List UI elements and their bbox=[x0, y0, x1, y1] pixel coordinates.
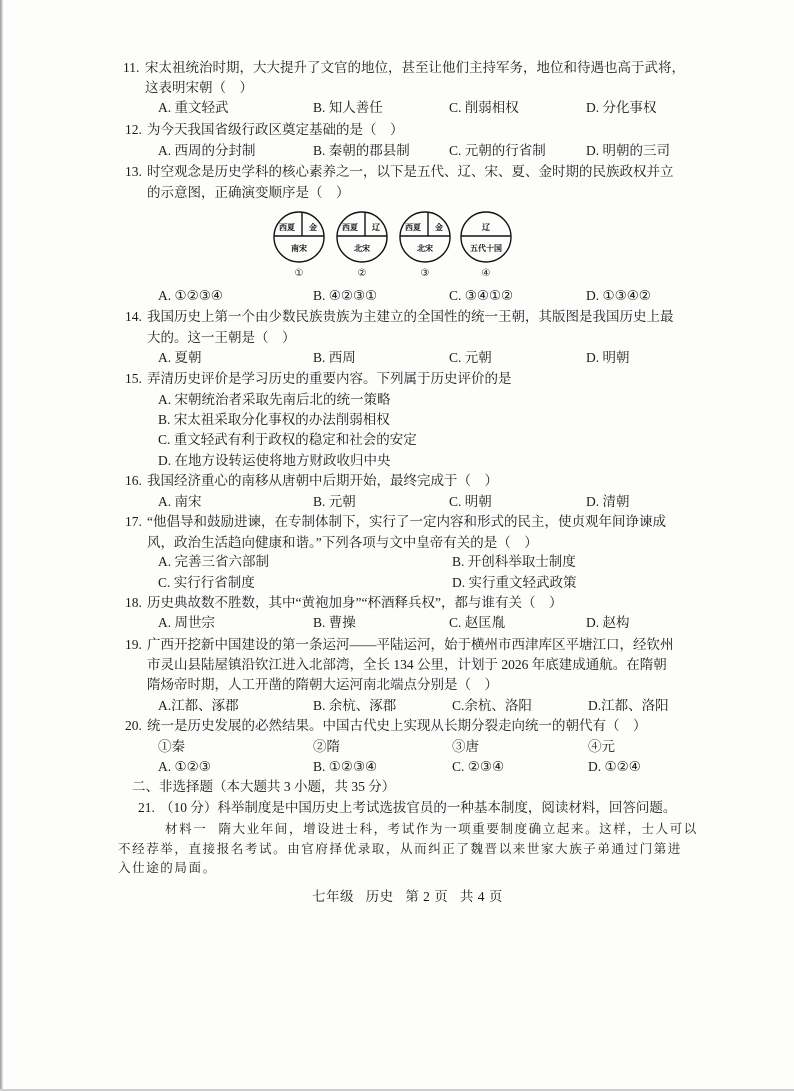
question-13-option-b: B. ④②③① bbox=[313, 288, 378, 303]
question-13-line-1 bbox=[125, 164, 674, 180]
question-20-option-c: C. ②③④ bbox=[452, 759, 505, 774]
question-18-option-a: A. 周世宗 bbox=[158, 615, 215, 630]
question-13-option-a: A. ①②③④ bbox=[158, 288, 223, 303]
question-16-option-b: B. 元朝 bbox=[313, 494, 356, 509]
diagram-2-bottom: 北宋 bbox=[354, 244, 370, 253]
material-line-1 bbox=[165, 821, 698, 837]
diagram-3-top-right: 金 bbox=[435, 223, 443, 232]
question-20-line-1 bbox=[125, 718, 647, 734]
question-13-option-d: D. ①③④② bbox=[586, 288, 651, 303]
question-20-item-2: ②隋 bbox=[313, 739, 340, 754]
page-footer: 七年级 历史 第 2 页 共 4 页 bbox=[312, 889, 503, 904]
question-13-stem: 时空观念是历史学科的核心素养之一，以下是五代、辽、宋、夏、金时期的民族政权并立 bbox=[147, 164, 674, 179]
question-17-stem: “他倡导和鼓励进谏，在专制体制下，实行了一定内容和形式的民主，使贞观年间诤谏成 bbox=[147, 514, 666, 529]
question-21-number: 21. bbox=[138, 800, 155, 815]
material-text-1: 隋大业年间，增设进士科，考试作为一项重要制度确立起来。这样，士人可以 bbox=[218, 821, 698, 836]
question-16-number: 16. bbox=[125, 473, 142, 488]
question-11-option-b: B. 知人善任 bbox=[313, 100, 383, 115]
diagram-4-top: 辽 bbox=[482, 223, 490, 232]
diagram-1-top-left: 西夏 bbox=[279, 223, 295, 232]
question-13-line-2: 的示意图，正确演变顺序是（ ） bbox=[147, 185, 350, 200]
section-heading: 二、非选择题（本大题共 3 小题，共 35 分） bbox=[132, 779, 396, 794]
regime-coexistence-diagram bbox=[265, 205, 520, 283]
question-20-item-4: ④元 bbox=[588, 739, 615, 754]
question-16-line-1 bbox=[125, 473, 498, 489]
question-19-stem: 广西开挖新中国建设的第一条运河——平陆运河，始于横州市西津库区平塘江口，经钦州 bbox=[147, 637, 674, 652]
question-19-line-3: 隋炀帝时期，人工开凿的隋朝大运河南北端点分别是（ ） bbox=[147, 677, 498, 692]
question-11-option-a: A. 重文轻武 bbox=[158, 100, 229, 115]
question-20-option-b: B. ①②③④ bbox=[313, 759, 378, 774]
question-15-line-1 bbox=[125, 371, 512, 387]
question-21-line-1 bbox=[138, 800, 676, 816]
diagram-3-bottom: 北宋 bbox=[417, 244, 433, 253]
question-19-option-c: C.余杭、洛阳 bbox=[452, 698, 532, 713]
question-14-number: 14. bbox=[125, 309, 142, 324]
question-17-line-2: 风，政治生活趋向健康和谐。”下列各项与文中皇帝有关的是（ ） bbox=[147, 535, 538, 550]
diagram-2-top-right: 辽 bbox=[372, 223, 380, 232]
question-12-option-c: C. 元朝的行省制 bbox=[449, 143, 546, 158]
question-12-option-b: B. 秦朝的郡县制 bbox=[313, 143, 410, 158]
question-14-stem: 我国历史上第一个由少数民族贵族为主建立的全国性的统一王朝，其版图是我国历史上最 bbox=[147, 309, 674, 324]
diagram-1-bottom: 南宋 bbox=[291, 244, 307, 253]
question-16-option-d: D. 清朝 bbox=[586, 494, 630, 509]
question-15-option-c: C. 重文轻武有利于政权的稳定和社会的安定 bbox=[158, 432, 417, 447]
question-19-option-a: A.江都、涿郡 bbox=[158, 698, 239, 713]
question-17-number: 17. bbox=[125, 514, 142, 529]
diagram-3-top-left: 西夏 bbox=[405, 223, 421, 232]
question-19-option-d: D.江都、洛阳 bbox=[588, 698, 669, 713]
question-12-option-a: A. 西周的分封制 bbox=[158, 143, 256, 158]
question-20-item-3: ③唐 bbox=[452, 739, 479, 754]
question-14-option-d: D. 明朝 bbox=[586, 350, 630, 365]
material-label: 材料一 bbox=[165, 821, 208, 836]
question-11-number: 11. bbox=[123, 60, 140, 75]
diagram-2-label: ② bbox=[357, 268, 367, 279]
question-18-option-c: C. 赵匡胤 bbox=[449, 615, 506, 630]
question-17-option-b: B. 开创科举取士制度 bbox=[452, 554, 576, 569]
question-17-option-a: A. 完善三省六部制 bbox=[158, 554, 269, 569]
diagram-circle-3 bbox=[400, 212, 450, 262]
question-16-option-a: A. 南宋 bbox=[158, 494, 202, 509]
question-12-option-d: D. 明朝的三司 bbox=[586, 143, 670, 158]
scan-left-edge bbox=[0, 0, 3, 1091]
question-20-stem: 统一是历史发展的必然结果。中国古代史上实现从长期分裂走向统一的朝代有（ ） bbox=[147, 718, 647, 733]
question-15-option-a: A. 宋朝统治者采取先南后北的统一策略 bbox=[158, 392, 391, 407]
question-18-number: 18. bbox=[125, 595, 142, 610]
question-12-stem: 为今天我国省级行政区奠定基础的是（ ） bbox=[147, 122, 404, 137]
question-11-line-2: 这表明宋朝（ ） bbox=[145, 80, 253, 95]
material-line-2: 不经荐举，直接报名考试。由官府择优录取，从而纠正了魏晋以来世家大族子弟通过门第进 bbox=[118, 841, 683, 856]
question-19-number: 19. bbox=[125, 637, 142, 652]
question-18-stem: 历史典故数不胜数，其中“黄袍加身”“杯酒释兵权”，都与谁有关（ ） bbox=[147, 595, 563, 610]
question-15-option-b: B. 宋太祖采取分化事权的办法削弱相权 bbox=[158, 412, 390, 427]
diagram-4-label: ④ bbox=[481, 268, 491, 279]
question-15-number: 15. bbox=[125, 371, 142, 386]
question-14-option-c: C. 元朝 bbox=[449, 350, 492, 365]
diagram-4-bottom: 五代十国 bbox=[470, 244, 502, 253]
diagram-1-top-right: 金 bbox=[309, 223, 317, 232]
question-16-option-c: C. 明朝 bbox=[449, 494, 492, 509]
question-18-option-d: D. 赵构 bbox=[586, 615, 630, 630]
question-18-line-1 bbox=[125, 595, 562, 611]
diagram-circle-1 bbox=[274, 212, 324, 262]
question-19-line-1 bbox=[125, 637, 674, 653]
diagram-circle-4 bbox=[461, 212, 511, 262]
question-20-number: 20. bbox=[125, 718, 142, 733]
question-13-number: 13. bbox=[125, 164, 142, 179]
diagram-2-top-left: 西夏 bbox=[342, 223, 358, 232]
question-15-stem: 弄清历史评价是学习历史的重要内容。下列属于历史评价的是 bbox=[147, 371, 512, 386]
question-12-number: 12. bbox=[125, 122, 142, 137]
question-20-option-a: A. ①②③ bbox=[158, 759, 211, 774]
question-18-option-b: B. 曹操 bbox=[313, 615, 356, 630]
question-14-option-b: B. 西周 bbox=[313, 350, 356, 365]
diagram-circle-2 bbox=[337, 212, 387, 262]
question-11-option-c: C. 削弱相权 bbox=[449, 100, 519, 115]
question-19-line-2: 市灵山县陆屋镇沿钦江进入北部湾，全长 134 公里，计划于 2026 年底建成通航。在隋朝 bbox=[147, 657, 667, 672]
diagram-1-label: ① bbox=[294, 268, 304, 279]
question-14-line-1 bbox=[125, 309, 674, 325]
question-11-option-d: D. 分化事权 bbox=[586, 100, 657, 115]
diagram-3-label: ③ bbox=[420, 268, 430, 279]
question-20-item-1: ①秦 bbox=[158, 739, 185, 754]
question-20-option-d: D. ①②④ bbox=[588, 759, 641, 774]
question-11-stem: 宋太祖统治时期，大大提升了文官的地位，甚至让他们主持军务，地位和待遇也高于武将， bbox=[145, 60, 685, 75]
question-15-option-d: D. 在地方设转运使将地方财政收归中央 bbox=[158, 453, 391, 468]
question-17-line-1 bbox=[125, 514, 666, 530]
question-17-option-c: C. 实行行省制度 bbox=[158, 575, 255, 590]
question-14-option-a: A. 夏朝 bbox=[158, 350, 202, 365]
question-19-option-b: B. 余杭、涿郡 bbox=[313, 698, 397, 713]
question-14-line-2: 大的。这一王朝是（ ） bbox=[147, 330, 296, 345]
question-11-line-1 bbox=[123, 60, 685, 76]
question-16-stem: 我国经济重心的南移从唐朝中后期开始，最终完成于（ ） bbox=[147, 473, 498, 488]
question-17-option-d: D. 实行重文轻武政策 bbox=[452, 575, 577, 590]
question-12-line-1 bbox=[125, 122, 404, 138]
question-21-stem: （10 分）科举制度是中国历史上考试选拔官员的一种基本制度，阅读材料，回答问题。 bbox=[160, 800, 677, 815]
material-line-3: 入仕途的局面。 bbox=[118, 860, 217, 875]
question-13-option-c: C. ③④①② bbox=[449, 288, 514, 303]
